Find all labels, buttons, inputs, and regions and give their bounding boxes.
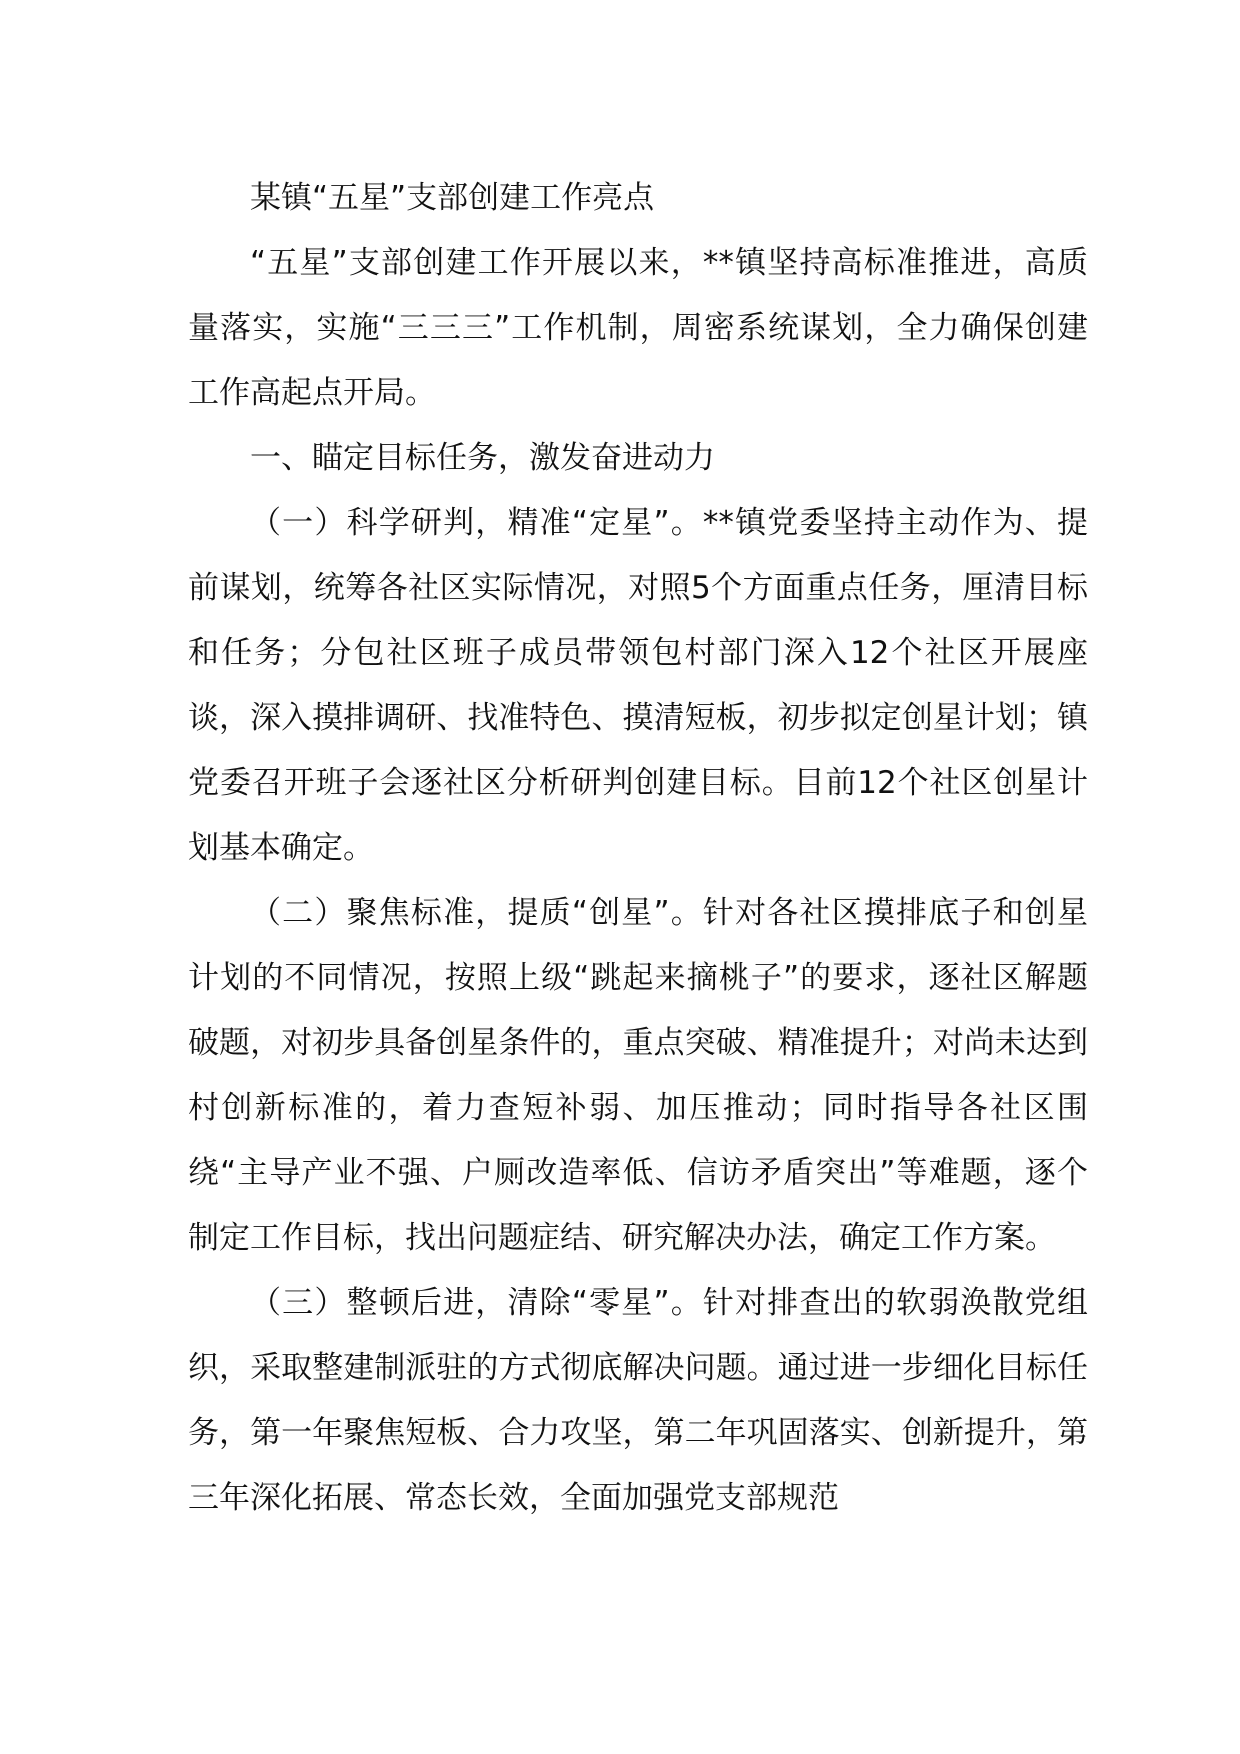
- paragraph-3: （三）整顿后进，清除“零星”。针对排查出的软弱涣散党组织，采取整建制派驻的方式彻底解决问题。通过进一步细化目标任务，第一年聚焦短板、合力攻坚，第二年巩固落实、创新提升，第三年深化拓展、常态长效，全面加强党支部规范: [188, 1285, 1088, 1516]
- document-page: [188, 166, 1088, 1531]
- paragraph-2: （二）聚焦标准，提质“创星”。针对各社区摸排底子和创星计划的不同情况，按照上级“跳起来摘桃子”的要求，逐社区解题破题，对初步具备创星条件的，重点突破、精准提升；对尚未达到村创新标准的，着力查短补弱、加压推动；同时指导各社区围绕“主导产业不强、户厕改造率低、信访矛盾突出”等难题，逐个制定工作目标，找出问题症结、研究解决办法，确定工作方案。: [188, 895, 1088, 1256]
- section-heading: 一、瞄定目标任务，激发奋进动力: [250, 440, 715, 476]
- intro-paragraph: “五星”支部创建工作开展以来，**镇坚持高标准推进，高质量落实，实施“三三三”工作机制，周密系统谋划，全力确保创建工作高起点开局。: [188, 245, 1088, 411]
- paragraph-1: （一）科学研判，精准“定星”。**镇党委坚持主动作为、提前谋划，统筹各社区实际情况，对照5个方面重点任务，厘清目标和任务；分包社区班子成员带领包村部门深入12个社区开展座谈，深入摸排调研、找准特色、摸清短板，初步拟定创星计划；镇党委召开班子会逐社区分析研判创建目标。目前12个社区创星计划基本确定。: [188, 505, 1088, 866]
- document-title: 某镇“五星”支部创建工作亮点: [250, 180, 655, 216]
